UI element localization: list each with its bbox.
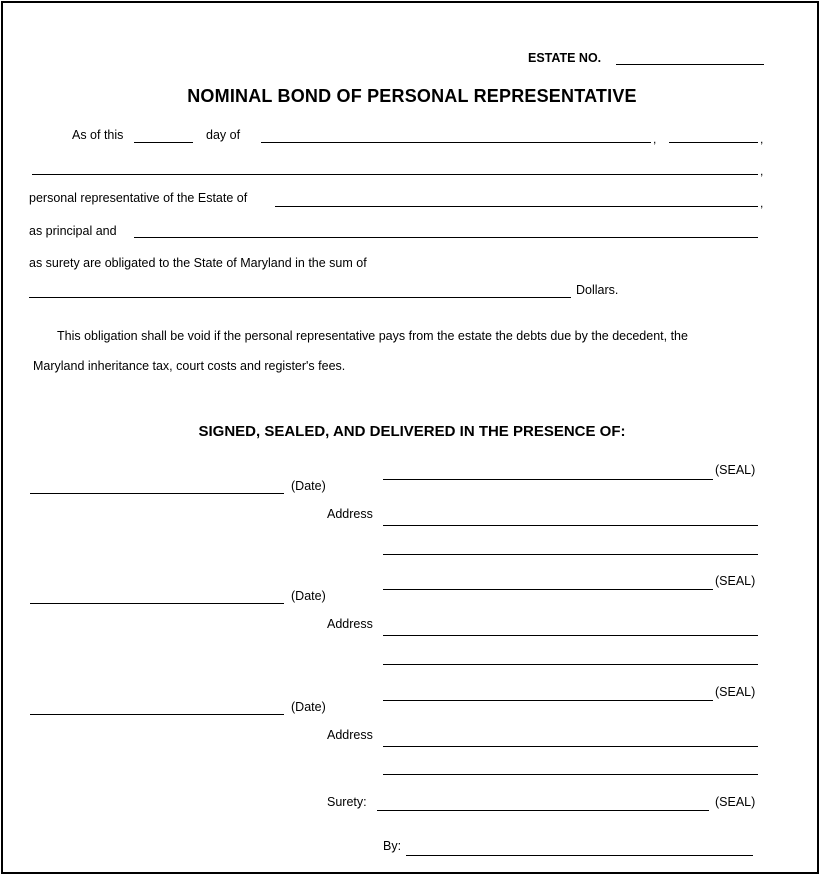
comma: , [760, 196, 764, 210]
as-of-this-label: As of this [72, 128, 124, 142]
surety-signature-field[interactable] [377, 810, 709, 811]
address-line-2-field[interactable] [383, 664, 758, 665]
estate-no-label: ESTATE NO. [528, 51, 602, 65]
address-line-2-field[interactable] [383, 774, 758, 775]
seal-label: (SEAL) [715, 685, 756, 699]
day-field[interactable] [134, 142, 193, 143]
address-label: Address [327, 507, 373, 521]
representative-name-field[interactable] [32, 174, 758, 175]
address-label: Address [327, 617, 373, 631]
date-label: (Date) [291, 700, 326, 714]
address-line-1-field[interactable] [383, 525, 758, 526]
estate-no-field[interactable] [616, 64, 764, 65]
address-line-2-field[interactable] [383, 554, 758, 555]
signature-field[interactable] [383, 479, 713, 480]
witness-field[interactable] [30, 603, 284, 604]
date-label: (Date) [291, 479, 326, 493]
obligation-text-line2: Maryland inheritance tax, court costs and register's fees. [33, 359, 346, 373]
as-principal-label: as principal and [29, 224, 117, 238]
seal-label: (SEAL) [715, 574, 756, 588]
surety-name-field[interactable] [134, 237, 758, 238]
by-label: By: [383, 839, 402, 853]
date-label: (Date) [291, 589, 326, 603]
comma: , [760, 164, 764, 178]
surety-label: Surety: [327, 795, 367, 809]
seal-label: (SEAL) [715, 463, 756, 477]
year-field[interactable] [669, 142, 758, 143]
personal-rep-estate-label: personal representative of the Estate of [29, 191, 248, 205]
address-label: Address [327, 728, 373, 742]
month-field[interactable] [261, 142, 651, 143]
address-line-1-field[interactable] [383, 746, 758, 747]
signature-field[interactable] [383, 700, 713, 701]
dollars-label: Dollars. [576, 283, 619, 297]
witness-field[interactable] [30, 493, 284, 494]
signed-heading: SIGNED, SEALED, AND DELIVERED IN THE PRESENCE OF: [198, 423, 626, 440]
estate-of-field[interactable] [275, 206, 758, 207]
comma: , [760, 132, 764, 146]
witness-field[interactable] [30, 714, 284, 715]
by-signature-field[interactable] [406, 855, 753, 856]
address-line-1-field[interactable] [383, 635, 758, 636]
comma: , [653, 132, 657, 146]
day-of-label: day of [206, 128, 241, 142]
page-title: NOMINAL BOND OF PERSONAL REPRESENTATIVE [187, 86, 637, 106]
amount-field[interactable] [29, 297, 571, 298]
obligation-text-line1: This obligation shall be void if the personal representative pays from the estate the debts due by the decedent, the [57, 329, 688, 343]
as-surety-label: as surety are obligated to the State of Maryland in the sum of [29, 256, 367, 270]
signature-field[interactable] [383, 589, 713, 590]
surety-seal-label: (SEAL) [715, 795, 756, 809]
